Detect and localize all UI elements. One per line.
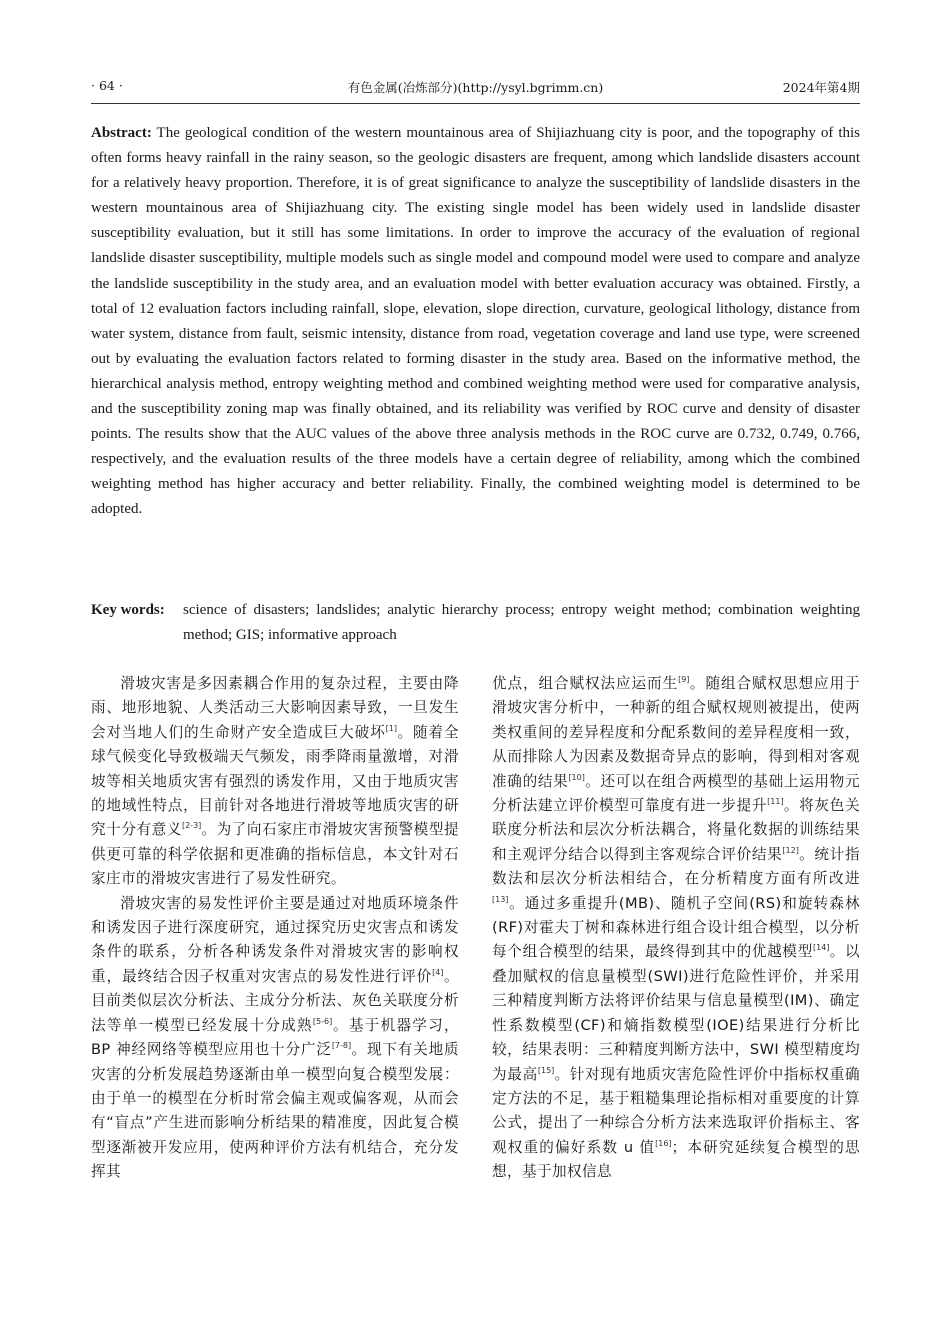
body-column-right bbox=[492, 672, 860, 1185]
citation[interactable]: [2-3] bbox=[181, 821, 202, 831]
running-header bbox=[91, 78, 860, 100]
citation[interactable]: [14] bbox=[813, 943, 830, 953]
abstract bbox=[91, 121, 860, 523]
journal-name: 有色金属(冶炼部分)(http://ysyl.bgrimm.cn) bbox=[347, 80, 604, 95]
header-rule bbox=[91, 103, 860, 104]
body-column-left bbox=[91, 672, 459, 1185]
citation[interactable]: [13] bbox=[492, 894, 509, 904]
citation[interactable]: [7-8] bbox=[331, 1041, 352, 1051]
abstract-text: The geological condition of the western mountainous area of Shijiazhuang city is poor, and the topography of this often forms heavy rainfall in the rainy season, so the geologic disasters are frequent, among which landslide disasters account for a relatively heavy proportion. Therefore, it is of great significance to analyze the susceptibility of landslide disasters in the western mountainous area of Shijiazhuang city. The existing single model has been widely used in landslide disaster susceptibility evaluation, but it still has some limitations. In order to improve the accuracy of the evaluation of regional landslide disaster susceptibility, multiple models such as single model and compound model were used to compare and analyze the landslide susceptibility in the study area, and an evaluation model with better evaluation accuracy was obtained. Firstly, a total of 12 evaluation factors including rainfall, slope, elevation, slope direction, curvature, geological lithology, distance from water system, distance from fault, seismic intensity, distance from road, vegetation coverage and land use type, were screened out by evaluating the evaluation factors related to forming disaster in the study area. Based on the informative method, the hierarchical analysis method, entropy weighting method and combined weighting method were used for comparative analysis, and the susceptibility zoning map was finally obtained, and its reliability was verified by ROC curve and density of disaster points. The results show that the AUC values of the above three analysis methods in the ROC curve are 0.732, 0.749, 0.766, respectively, and the evaluation results of the three models have a certain degree of reliability, among which the combined weighting method has higher accuracy and better reliability. Finally, the combined weighting model is determined to be adopted. bbox=[91, 125, 860, 518]
abstract-label: Abstract: bbox=[91, 125, 152, 141]
citation[interactable]: [1] bbox=[385, 723, 397, 733]
keywords-text: science of disasters; landslides; analytic hierarchy process; entropy weight method; combination weighting method; GIS; informative approach bbox=[183, 602, 860, 643]
keywords-label: Key words: bbox=[91, 602, 165, 618]
issue-label: 2024年第4期 bbox=[782, 80, 860, 95]
citation[interactable]: [16] bbox=[655, 1138, 672, 1148]
paragraph-intro: 滑坡灾害是多因素耦合作用的复杂过程，主要由降雨、地形地貌、人类活动三大影响因素导致，一旦发生会对当地人们的生命财产安全造成巨大破坏[1]。随着全球气候变化导致极端天气频发，雨季降雨量激增，对滑坡等相关地质灾害有强烈的诱发作用，又由于地质灾害的地域性特点，目前针对各地进行滑坡等地质灾害的研究十分有意义[2-3]。为了向石家庄市滑坡灾害预警模型提供更可靠的科学依据和更准确的指标信息，本文针对石家庄市的滑坡灾害进行了易发性研究。 bbox=[91, 675, 459, 888]
page-number: · 64 · bbox=[91, 78, 123, 93]
citation[interactable]: [9] bbox=[678, 675, 690, 684]
citation[interactable]: [4] bbox=[432, 967, 444, 977]
citation[interactable]: [12] bbox=[782, 845, 799, 855]
citation[interactable]: [10] bbox=[568, 772, 585, 782]
citation[interactable]: [5-6] bbox=[312, 1016, 333, 1026]
paragraph-review: 滑坡灾害的易发性评价主要是通过对地质环境条件和诱发因子进行深度研究，通过探究历史灾害点和诱发条件的联系，分析各种诱发条件对滑坡灾害的影响权重，最终结合因子权重对灾害点的易发性进行评价[4]。目前类似层次分析法、主成分分析法、灰色关联度分析法等单一模型已经发展十分成熟[5-6]。基于机器学习，BP 神经网络等模型应用也十分广泛[7-8]。现下有关地质灾害的分析发展趋势逐渐由单一模型向复合模型发展：由于单一的模型在分析时常会偏主观或偏客观，从而会有“盲点”产生进而影响分析结果的精准度，因此复合模型逐渐被开发应用，使两种评价方法有机结合，充分发挥其 bbox=[91, 894, 459, 1181]
citation[interactable]: [15] bbox=[537, 1065, 555, 1075]
keywords bbox=[91, 598, 860, 648]
citation[interactable]: [11] bbox=[767, 797, 784, 807]
paragraph-review-continued: 优点，组合赋权法应运而生[9]。随组合赋权思想应用于滑坡灾害分析中，一种新的组合赋权规则被提出，使两类权重间的差异程度和分配系数间的差异程度相一致，从而排除人为因素及数据奇异点的影响，得到相对客观准确的结果[10]。还可以在组合两模型的基础上运用物元分析法建立评价模型可靠度有进一步提升[11]。将灰色关联度分析法和层次分析法耦合，将量化数据的训练结果和主观评分结合以得到主客观综合评价结果[12]。统计指数法和层次分析法相结合，在分析精度方面有所改进[13]。通过多重提升(MB)、随机子空间(RS)和旋转森林(RF)对霍夫丁树和森林进行组合设计组合模型，以分析每个组合模型的结果，最终得到其中的优越模型[14]。以叠加赋权的信息量模型(SWI)进行危险性评价，并采用三种精度判断方法将评价结果与信息量模型(IM)、确定性系数模型(CF)和熵指数模型(IOE)结果进行分析比较，结果表明：三种精度判断方法中，SWI 模型精度均为最高[15]。针对现有地质灾害危险性评价中指标权重确定方法的不足，基于粗糙集理论指标相对重要度的计算公式，提出了一种综合分析方法来选取评价指标主、客观权重的偏好系数 u 值[16]；本研究延续复合模型的思想，基于加权信息 bbox=[492, 675, 860, 1181]
